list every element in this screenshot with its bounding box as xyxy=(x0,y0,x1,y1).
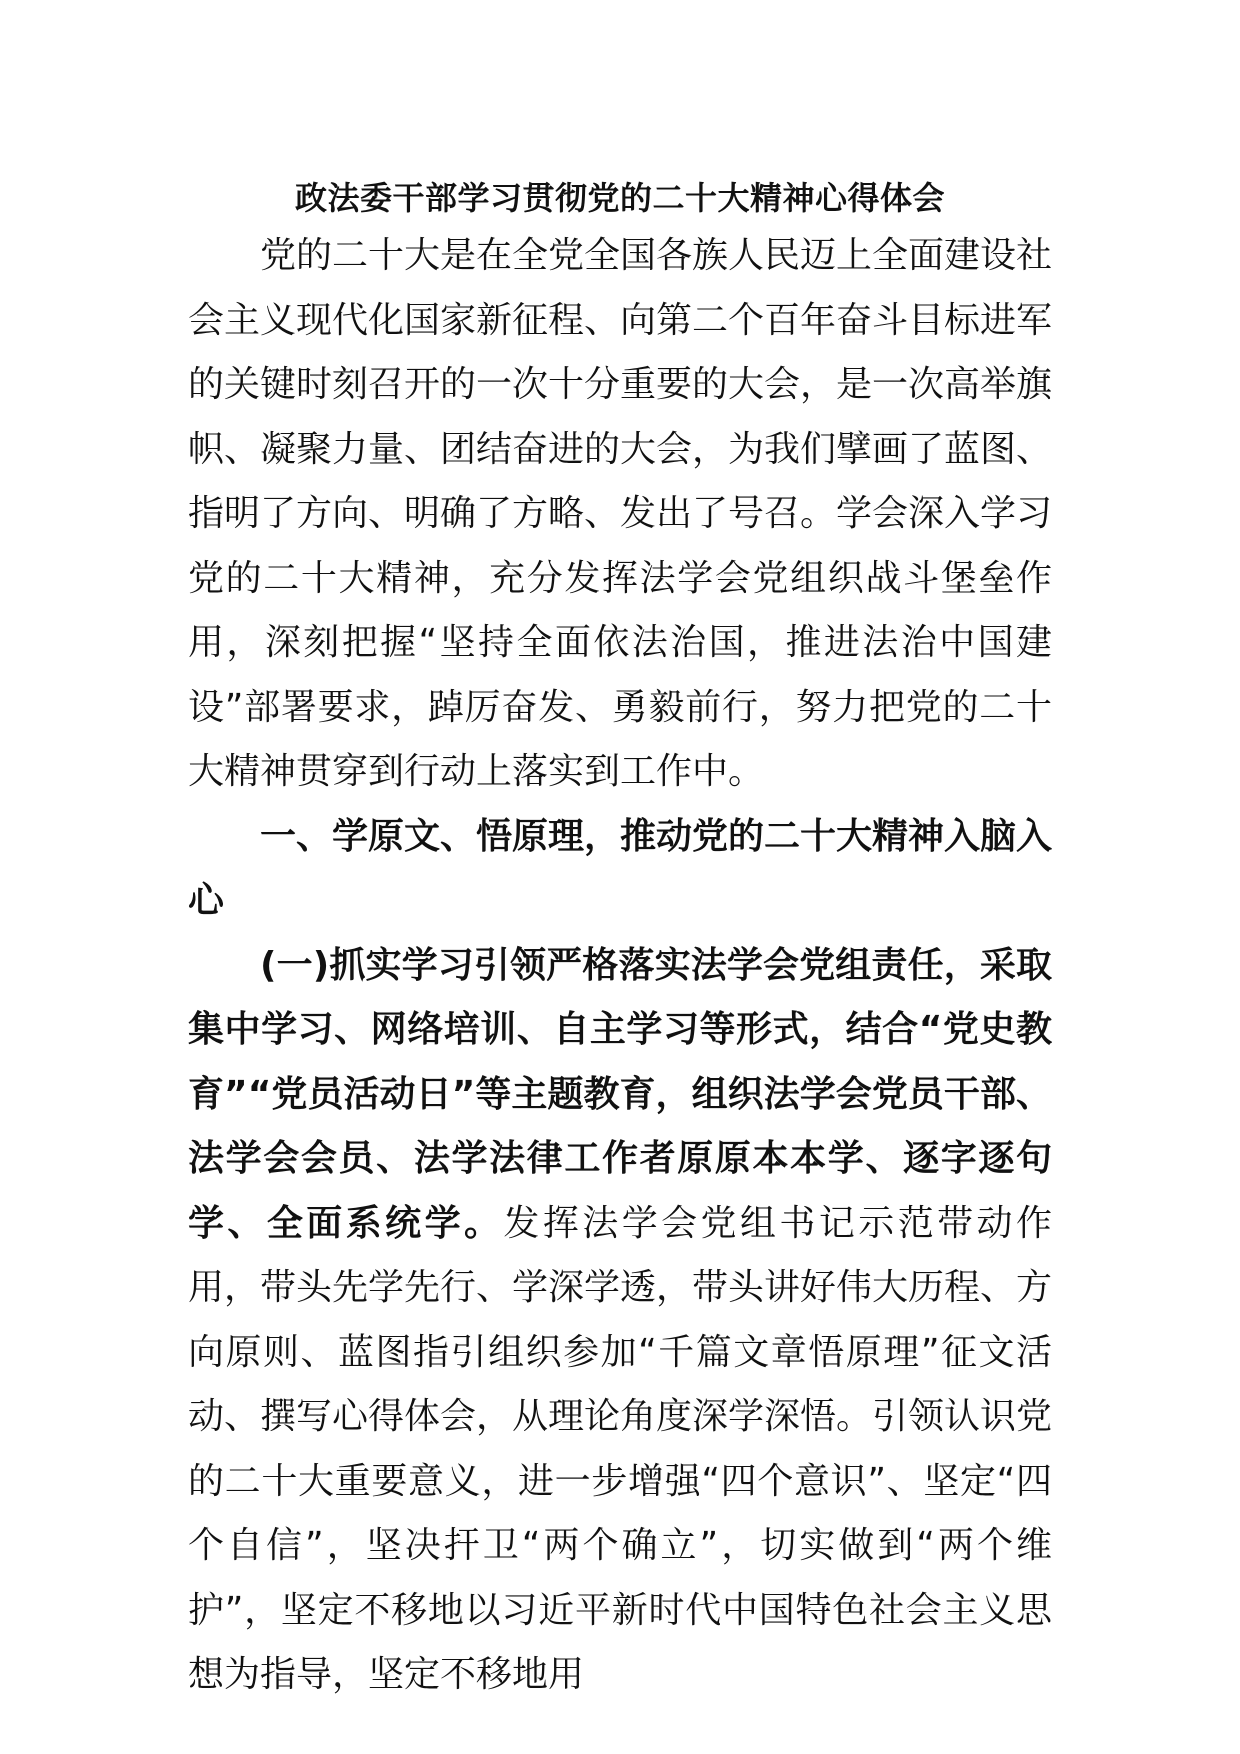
subsection-body: 发挥法学会党组书记示范带动作用，带头先学先行、学深学透，带头讲好伟大历程、方向原则、蓝图指引组织参加“千篇文章悟原理”征文活动、撰写心得体会，从理论角度深学深悟。引领认识党的二十大重要意义，进一步增强“四个意识”、坚定“四个自信”，坚决扞卫“两个确立”，切实做到“两个维护”，坚定不移地以习近平新时代中国特色社会主义思想为指导，坚定不移地用 xyxy=(188,1202,1053,1695)
subsection-paragraph xyxy=(188,934,1052,1708)
intro-paragraph: 党的二十大是在全党全国各族人民迈上全面建设社会主义现代化国家新征程、向第二个百年奋斗目标进军的关键时刻召开的一次十分重要的大会，是一次高举旗帜、凝聚力量、团结奋进的大会，为我们擘画了蓝图、指明了方向、明确了方略、发出了号召。学会深入学习党的二十大精神，充分发挥法学会党组织战斗堡垒作用，深刻把握“坚持全面依法治国，推进法治中国建设”部署要求，踔厉奋发、勇毅前行，努力把党的二十大精神贯穿到行动上落实到工作中。 xyxy=(188,235,1053,792)
document-title: 政法委干部学习贯彻党的二十大精神心得体会 xyxy=(294,179,945,217)
subsection-lead: (一)抓实学习引领严格落实法学会党组责任，采取集中学习、网络培训、自主学习等形式，结合“党史教育”“党员活动日”等主题教育，组织法学会党员干部、法学会会员、法学法律工作者原原本本学、逐字逐句学、全面系统学。 xyxy=(188,944,1052,1244)
document-body xyxy=(188,172,1052,1708)
section-heading: 一、学原文、悟原理，推动党的二十大精神入脑入心 xyxy=(188,815,1053,921)
